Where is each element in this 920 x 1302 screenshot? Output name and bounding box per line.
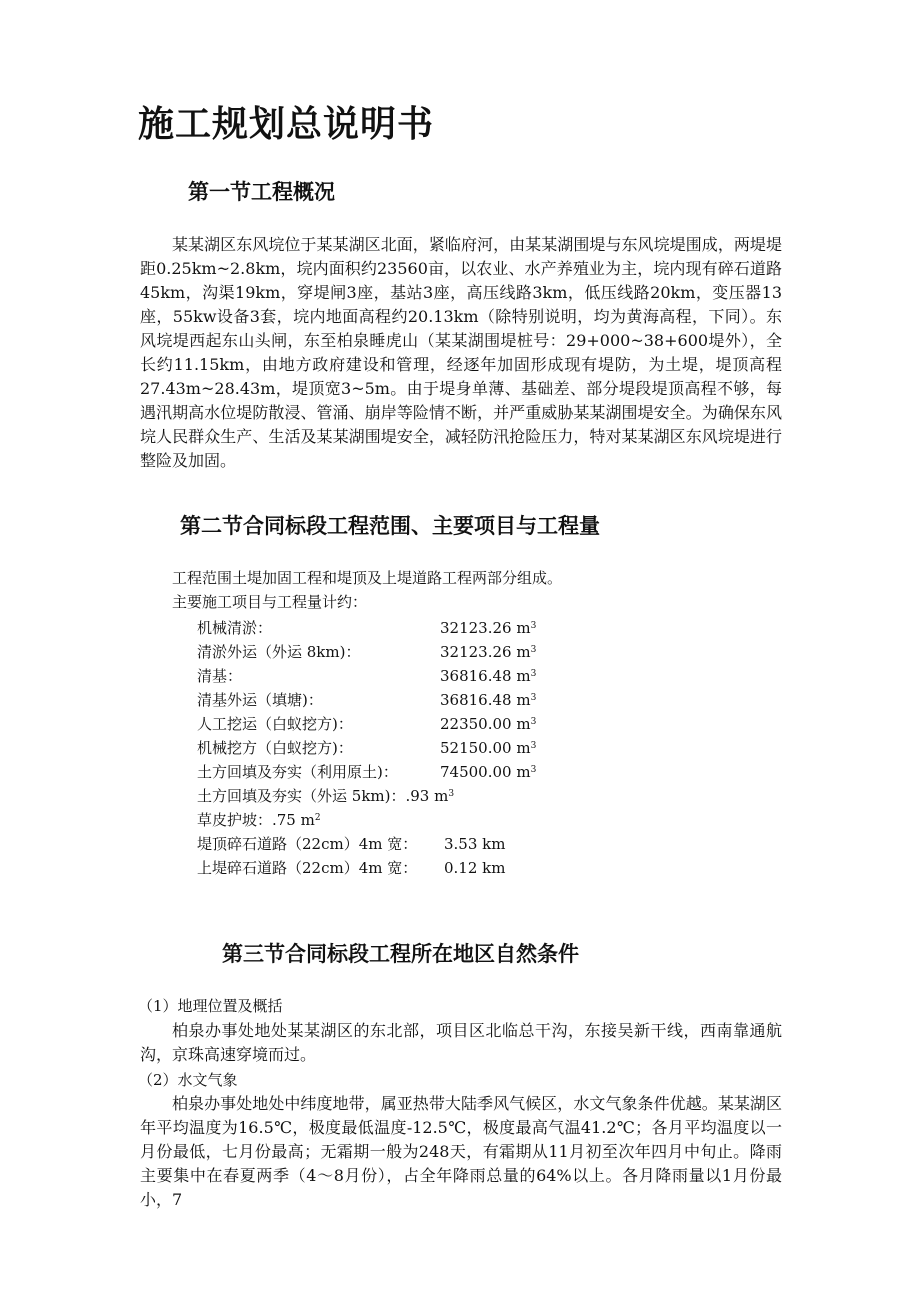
- quantity-value: 22350.00 $m^3$: [440, 715, 537, 733]
- quantity-value: 74500.00 $m^3$: [440, 763, 537, 781]
- quantity-value: 36816.48 $m^3$: [440, 691, 537, 709]
- road-label: 上堤碎石道路（22cm）4m 宽：: [197, 859, 418, 877]
- quantity-label: 清淤外运（外运 8km)：: [197, 643, 361, 661]
- section-1-heading: 第一节工程概况: [188, 179, 335, 204]
- quantity-label: 人工挖运（白蚁挖方)：: [197, 715, 353, 733]
- quantity-label: 机械挖方（白蚁挖方)：: [197, 739, 353, 757]
- subsection-1-paragraph: 柏泉办事处地处某某湖区的东北部，项目区北临总干沟，东接吴新干线，西南靠通航沟，京珠高速穿境而过。: [140, 1021, 782, 1064]
- quantity-label: 清基外运（填塘)：: [197, 691, 323, 709]
- quantity-value: 36816.48 $m^3$: [440, 667, 537, 685]
- quantity-value: 52150.00 $m^3$: [440, 739, 537, 757]
- subsection-2-title: （2）水文气象: [138, 1071, 238, 1089]
- subsection-1-title: （1）地理位置及概括: [138, 997, 283, 1015]
- section-3-heading: 第三节合同标段工程所在地区自然条件: [222, 941, 579, 966]
- quantity-label: 机械清淤：: [197, 619, 273, 637]
- quantity-value: 32123.26 $m^3$: [440, 643, 537, 661]
- document-title: 施工规划总说明书: [138, 103, 435, 145]
- road-label: 堤顶碎石道路（22cm）4m 宽：: [197, 835, 418, 853]
- scope-intro: 工程范围土堤加固工程和堤顶及上堤道路工程两部分组成。: [172, 569, 563, 587]
- road-value: 3.53 km: [444, 835, 506, 853]
- quantity-item-inline: 草皮护坡：.75 $m^2$: [197, 811, 321, 829]
- quantity-item-inline: 土方回填及夯实（外运 5km)：.93 $m^3$: [197, 787, 455, 805]
- quantities-intro: 主要施工项目与工程量计约：: [172, 593, 368, 611]
- road-value: 0.12 km: [444, 859, 506, 877]
- quantity-value: 32123.26 $m^3$: [440, 619, 537, 637]
- subsection-2-paragraph: 柏泉办事处地处中纬度地带，属亚热带大陆季风气候区，水文气象条件优越。某某湖区年平均温度为16.5℃，极度最低温度-12.5℃，极度最高气温41.2℃；各月平均温度以一月份最低，七月份最高；无霜期一般为248天，有霜期从11月初至次年四月中旬止。降雨主要集中在春夏两季（4～8月份），占全年降雨总量的64%以上。各月降雨量以1月份最小，7: [140, 1094, 782, 1209]
- section-1-paragraph: 某某湖区东风垸位于某某湖区北面，紧临府河，由某某湖围堤与东风垸堤围成，两堤堤距0.25km~2.8km，垸内面积约23560亩，以农业、水产养殖业为主，垸内现有碎石道路45km，沟渠19km，穿堤闸3座，基站3座，高压线路3km，低压线路20km，变压器13座，55kw设备3套，垸内地面高程约20.13km（除特别说明，均为黄海高程，下同）。东风垸堤西起东山头闸，东至柏泉睡虎山（某某湖围堤桩号：29+000~38+600堤外），全长约11.15km，由地方政府建设和管理，经逐年加固形成现有堤防，为土堤，堤顶高程27.43m~28.43m，堤顶宽3~5m。由于堤身单薄、基础差、部分堤段堤顶高程不够，每遇汛期高水位堤防散浸、管涌、崩岸等险情不断，并严重威胁某某湖围堤安全。为确保东风垸人民群众生产、生活及某某湖围堤安全，减轻防汛抢险压力，特对某某湖区东风垸堤进行整险及加固。: [140, 235, 782, 470]
- quantity-label: 土方回填及夯实（利用原土)：: [197, 763, 398, 781]
- quantity-label: 清基：: [197, 667, 243, 685]
- section-2-heading: 第二节合同标段工程范围、主要项目与工程量: [180, 513, 600, 538]
